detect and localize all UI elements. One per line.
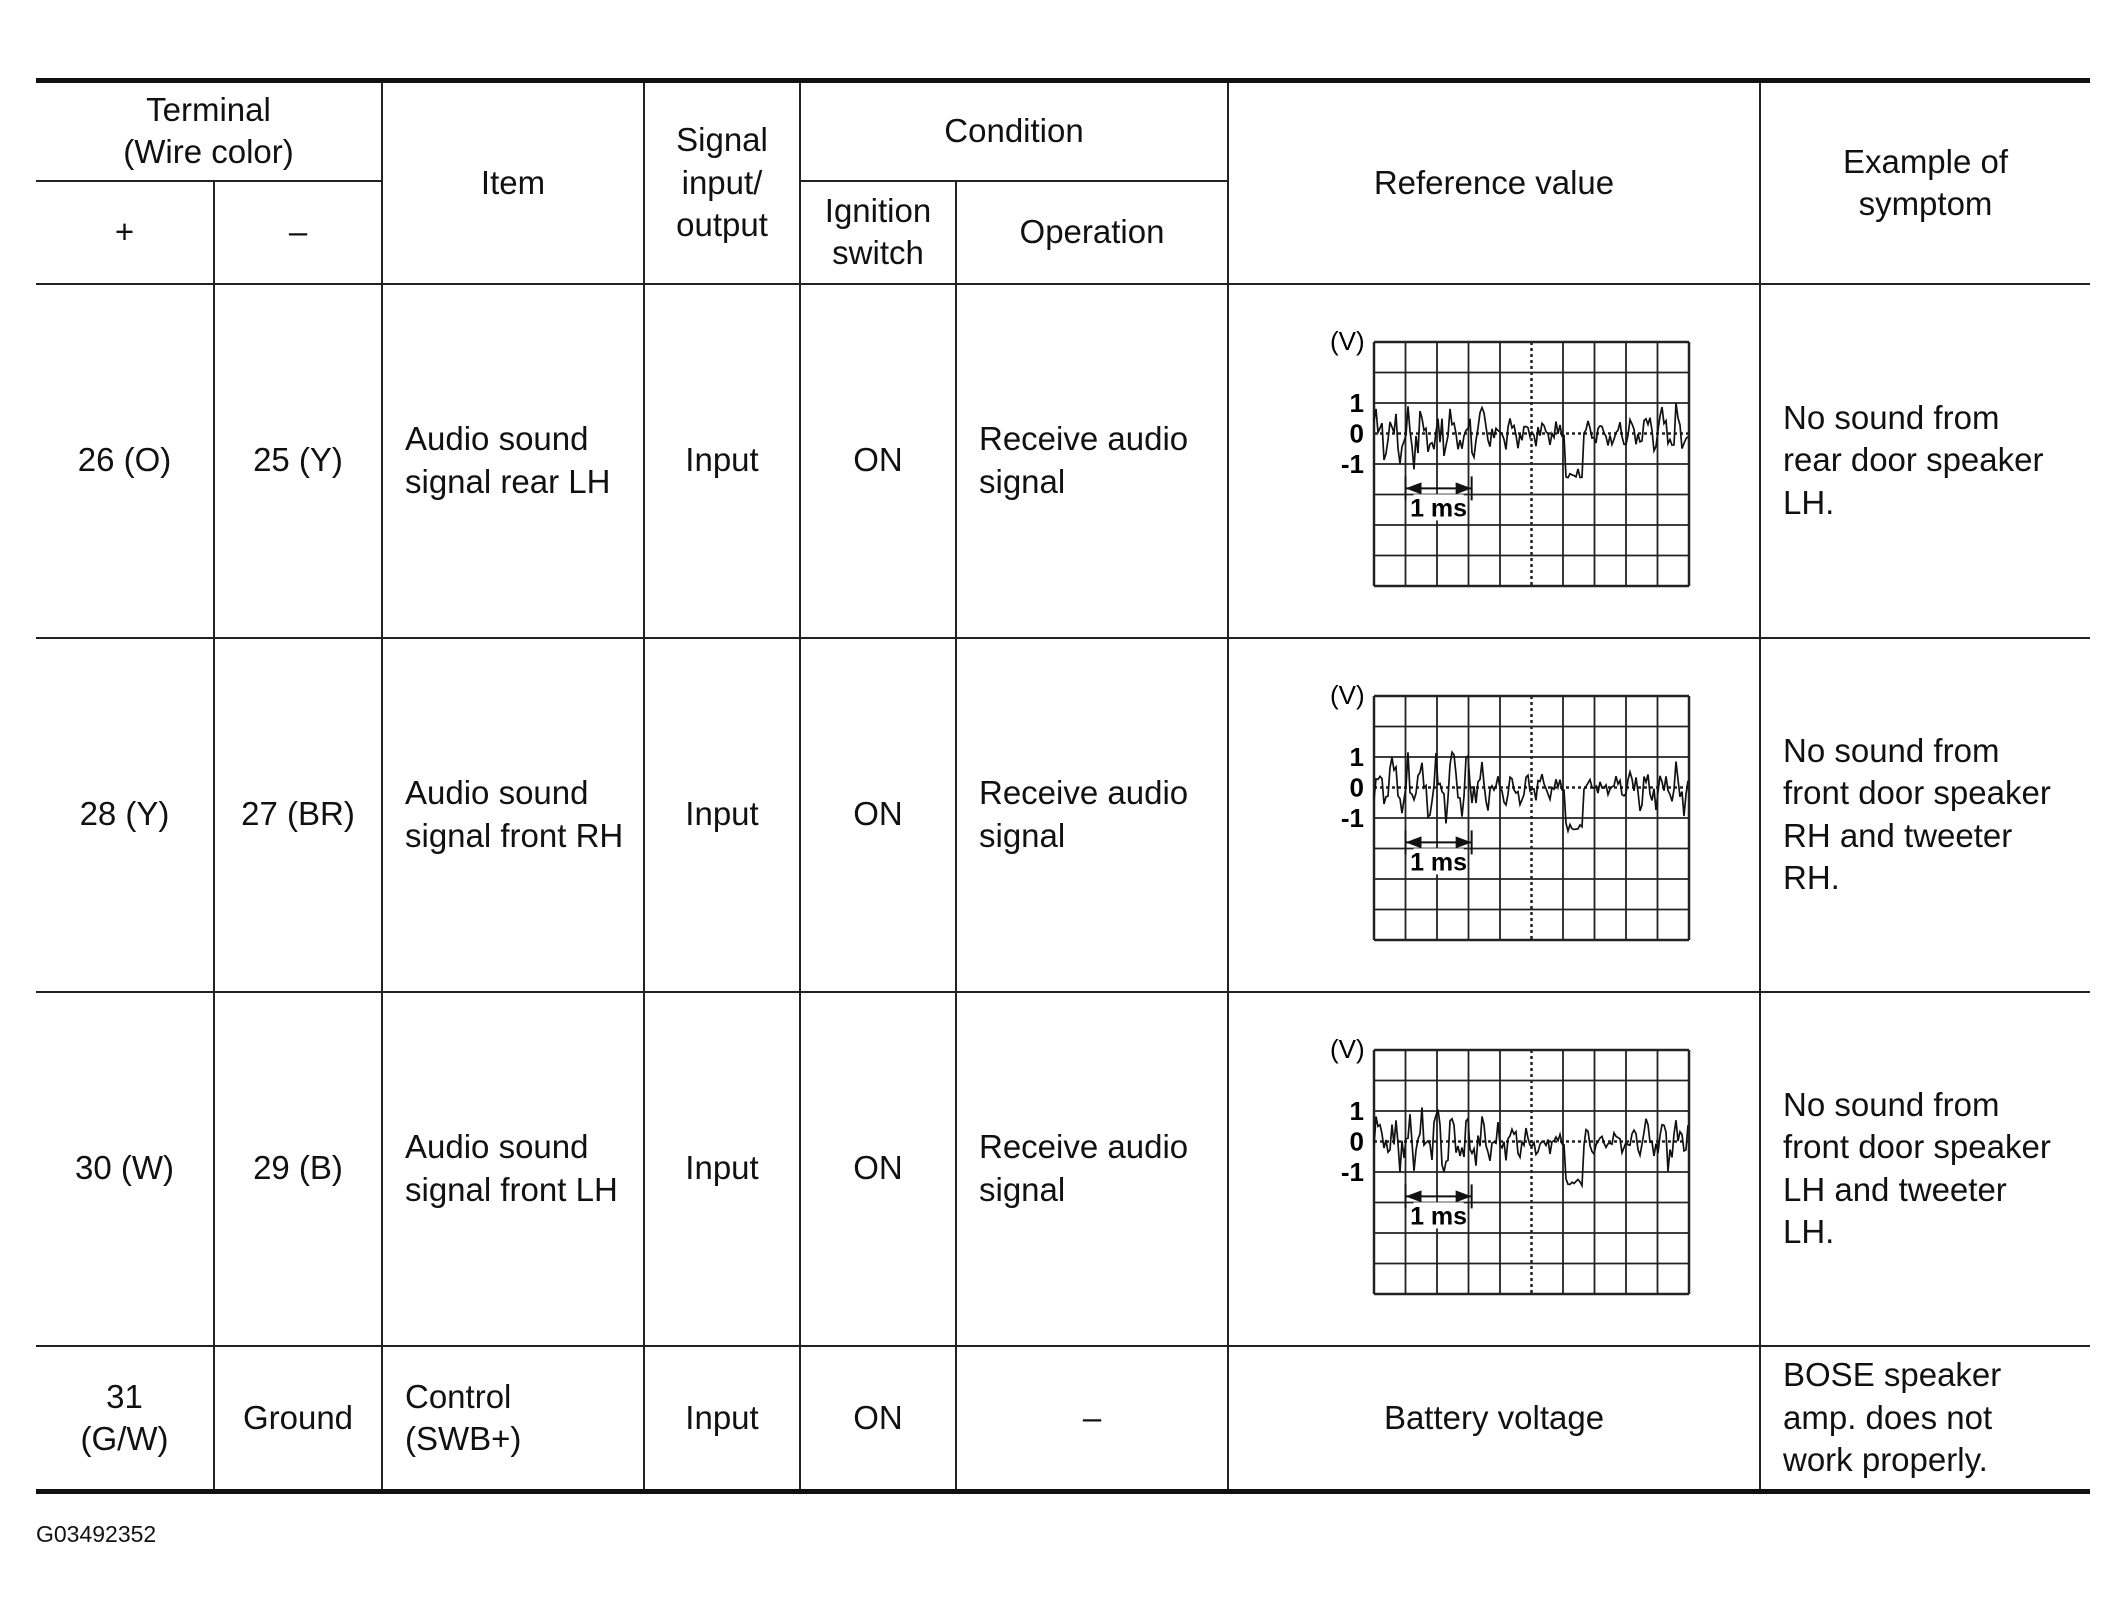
terminal-plus-cell: 26 (O) — [36, 284, 214, 638]
header-signal-line: Signal — [676, 121, 768, 159]
table-body — [36, 284, 2090, 1492]
waveform-unit-label: (V) — [1330, 325, 1365, 356]
header-ignition-line: Ignition — [824, 191, 932, 229]
header-symptom-line: symptom — [1858, 184, 1993, 222]
header-wire-color-label: (Wire color) — [123, 133, 294, 171]
header-operation: Operation — [956, 181, 1228, 284]
operation-line: signal — [979, 816, 1066, 854]
symptom-line: front door speaker — [1783, 774, 2051, 812]
operation-line: Receive audio — [979, 420, 1189, 458]
reference-value-cell — [1228, 992, 1760, 1346]
header-terminal-label: Terminal — [146, 91, 271, 129]
header-signal-io — [644, 81, 800, 284]
ignition-switch-cell: ON — [800, 992, 956, 1346]
header-signal-line: input/ — [681, 163, 763, 201]
operation-cell — [956, 638, 1228, 992]
header-minus: – — [214, 181, 382, 284]
terminal-plus-cell: 30 (W) — [36, 992, 214, 1346]
symptom-line: rear door speaker — [1783, 441, 2044, 479]
waveform-chart — [1294, 326, 1694, 596]
operation-line: Receive audio — [979, 774, 1189, 812]
signal-io-cell: Input — [644, 1346, 800, 1492]
item-line: Control — [405, 1377, 512, 1415]
ignition-switch-cell: ON — [800, 638, 956, 992]
waveform-y-tick: 0 — [1349, 772, 1364, 802]
symptom-cell — [1760, 1346, 2090, 1492]
symptom-line: No sound from — [1783, 399, 2000, 437]
table-row — [36, 284, 2090, 638]
header-condition: Condition — [800, 81, 1228, 181]
terminal-plus-cell — [36, 1346, 214, 1492]
operation-line: signal — [979, 462, 1066, 500]
reference-value-cell: Battery voltage — [1228, 1346, 1760, 1492]
waveform-trace — [1374, 1107, 1688, 1185]
header-signal-line: output — [676, 205, 768, 243]
header-ignition-switch — [800, 181, 956, 284]
waveform-time-label: 1 ms — [1410, 847, 1468, 876]
waveform-chart — [1294, 680, 1694, 950]
ignition-switch-cell: ON — [800, 284, 956, 638]
oscilloscope-grid — [1374, 1050, 1689, 1294]
operation-line: Receive audio — [979, 1128, 1189, 1166]
symptom-cell — [1760, 992, 2090, 1346]
time-scale-arrow — [1406, 836, 1422, 848]
time-scale-arrow — [1406, 482, 1422, 494]
time-scale-marker — [1406, 830, 1472, 876]
symptom-line: front door speaker — [1783, 1128, 2051, 1166]
signal-io-cell: Input — [644, 284, 800, 638]
symptom-line: No sound from — [1783, 732, 2000, 770]
waveform-y-tick: 1 — [1349, 1095, 1364, 1126]
operation-cell — [956, 284, 1228, 638]
item-cell — [382, 992, 644, 1346]
header-reference-value: Reference value — [1228, 81, 1760, 284]
item-cell — [382, 1346, 644, 1492]
item-line: Audio sound — [405, 774, 589, 812]
waveform-y-tick: 0 — [1349, 1126, 1364, 1156]
figure-code: G03492352 — [36, 1521, 157, 1547]
waveform-y-tick: -1 — [1340, 448, 1364, 479]
item-line: signal rear LH — [405, 462, 611, 500]
symptom-line: LH and tweeter — [1783, 1170, 2007, 1208]
item-line: signal front RH — [405, 816, 624, 854]
ignition-switch-cell: ON — [800, 1346, 956, 1492]
header-ignition-line: switch — [832, 234, 924, 271]
terminal-reference-table — [36, 78, 2090, 1494]
signal-io-cell: Input — [644, 992, 800, 1346]
symptom-line: amp. does not — [1783, 1398, 1993, 1436]
waveform-y-tick: 0 — [1349, 418, 1364, 448]
signal-io-cell: Input — [644, 638, 800, 992]
item-line: Audio sound — [405, 1128, 589, 1166]
terminal-plus-line: 31 — [106, 1377, 143, 1415]
terminal-minus-cell: 27 (BR) — [214, 638, 382, 992]
header-item: Item — [382, 81, 644, 284]
waveform-y-tick: -1 — [1340, 802, 1364, 833]
item-cell — [382, 284, 644, 638]
waveform-time-label: 1 ms — [1410, 1201, 1468, 1230]
symptom-line: No sound from — [1783, 1086, 2000, 1124]
terminal-minus-cell: 25 (Y) — [214, 284, 382, 638]
item-line: signal front LH — [405, 1170, 618, 1208]
terminal-minus-cell: Ground — [214, 1346, 382, 1492]
time-scale-marker — [1406, 1184, 1472, 1230]
symptom-line: RH. — [1783, 858, 1840, 896]
terminal-plus-line: (G/W) — [80, 1419, 169, 1457]
symptom-line: work properly. — [1783, 1440, 1988, 1478]
symptom-cell — [1760, 638, 2090, 992]
waveform-unit-label: (V) — [1330, 679, 1365, 710]
symptom-cell — [1760, 284, 2090, 638]
symptom-line: LH. — [1783, 1212, 1835, 1250]
item-cell — [382, 638, 644, 992]
time-scale-arrow — [1406, 1190, 1422, 1202]
waveform-y-tick: 1 — [1349, 741, 1364, 772]
item-line: Audio sound — [405, 420, 589, 458]
operation-cell — [956, 1346, 1228, 1492]
reference-value-cell — [1228, 638, 1760, 992]
symptom-line: RH and tweeter — [1783, 816, 2013, 854]
symptom-line: BOSE speaker — [1783, 1356, 2002, 1394]
table-row — [36, 992, 2090, 1346]
header-symptom-line: Example of — [1842, 142, 2009, 180]
waveform-y-tick: 1 — [1349, 387, 1364, 418]
header-terminal — [36, 81, 382, 181]
operation-line: signal — [979, 1170, 1066, 1208]
operation-line: – — [1082, 1398, 1102, 1436]
oscilloscope-grid — [1374, 696, 1689, 940]
header-example-symptom — [1760, 81, 2090, 284]
waveform-time-label: 1 ms — [1410, 493, 1468, 522]
table-row — [36, 1346, 2090, 1492]
symptom-line: LH. — [1783, 483, 1835, 521]
header-plus: + — [36, 181, 214, 284]
operation-cell — [956, 992, 1228, 1346]
time-scale-marker — [1406, 476, 1472, 522]
item-line: (SWB+) — [405, 1419, 522, 1457]
terminal-plus-cell: 28 (Y) — [36, 638, 214, 992]
waveform-y-tick: -1 — [1340, 1156, 1364, 1187]
waveform-chart — [1294, 1034, 1694, 1304]
oscilloscope-grid — [1374, 342, 1689, 586]
reference-value-cell — [1228, 284, 1760, 638]
terminal-minus-cell: 29 (B) — [214, 992, 382, 1346]
table-row — [36, 638, 2090, 992]
waveform-unit-label: (V) — [1330, 1033, 1365, 1064]
